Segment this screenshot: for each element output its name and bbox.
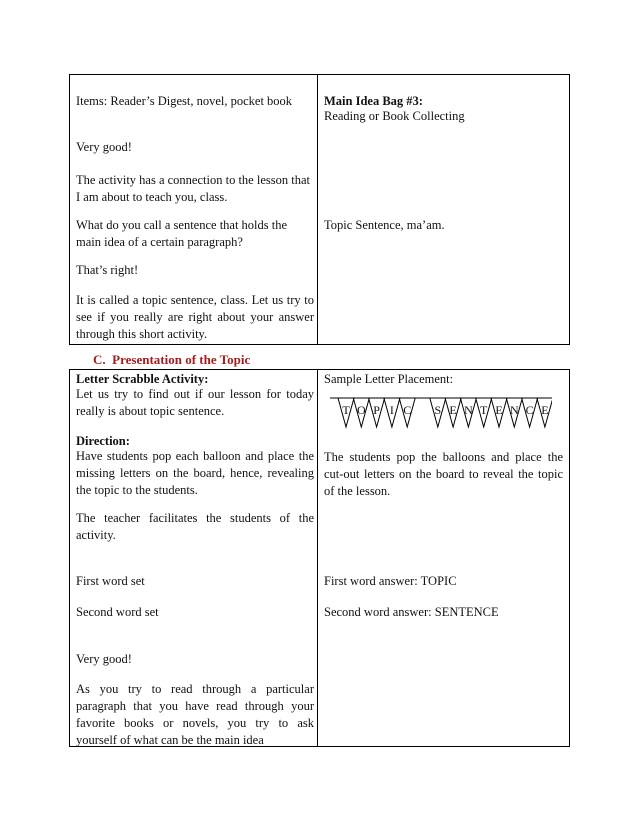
pennant-letter: T [342, 403, 350, 417]
activity-title: Letter Scrabble Activity: [76, 372, 209, 386]
section-heading [93, 352, 250, 368]
pennant-letter: T [480, 403, 488, 417]
direction-text: Have students pop each balloon and place the missing letters on the board, hence, revealing the topic to the students. [76, 449, 314, 497]
pennant-letter: I [389, 403, 394, 417]
items-line: Items: Reader’s Digest, novel, pocket book [76, 94, 293, 108]
student-answer: Topic Sentence, ma’am. [324, 218, 445, 232]
pennant-letter: P [373, 403, 380, 417]
student-column [318, 75, 569, 344]
pennant-group [338, 398, 552, 427]
facilitate-text: The teacher facilitates the students of the activity. [76, 511, 314, 542]
activity-connection-line: The activity has a connection to the lesson that I am about to teach you, class. [76, 173, 310, 204]
very-good-line: Very good! [76, 652, 132, 666]
teacher-column [70, 370, 318, 746]
pennant-letter: N [509, 403, 519, 417]
section-letter: C. [93, 352, 106, 367]
first-word-answer: First word answer: TOPIC [324, 574, 457, 588]
pennant-letter: E [541, 403, 549, 417]
letter-banner [330, 397, 552, 429]
placement-title: Sample Letter Placement: [324, 372, 454, 386]
section-title: Presentation of the Topic [112, 352, 251, 367]
pennant-letter: E [449, 403, 457, 417]
pennant-letter: C [403, 403, 412, 417]
students-text: The students pop the balloons and place the cut-out letters on the board to reveal the topic of the lesson. [324, 450, 563, 498]
pennant-letter: N [464, 403, 473, 417]
teacher-column [70, 75, 318, 344]
bag-title: Main Idea Bag #3: [324, 94, 423, 108]
pennant-letter: S [434, 403, 442, 417]
first-word-set: First word set [76, 574, 145, 588]
pennant-letter: O [356, 403, 366, 417]
closing-text: As you try to read through a particular paragraph that you have read through your favorite books or novels, you try to ask yourself of what can be the main idea [76, 682, 314, 747]
topic-sentence-explanation: It is called a topic sentence, class. Let us try to see if you really are right about your answer through this short activity. [76, 293, 314, 341]
direction-title: Direction: [76, 434, 130, 448]
activity-text: Let us try to find out if our lesson for today really is about topic sentence. [76, 387, 314, 418]
second-word-set: Second word set [76, 605, 159, 619]
dialogue-table-1 [69, 74, 570, 345]
bag-subtitle: Reading or Book Collecting [324, 109, 465, 123]
pennant-letter: E [495, 403, 503, 417]
pennant-letter: C [525, 403, 534, 417]
very-good-line: Very good! [76, 140, 132, 154]
second-word-answer: Second word answer: SENTENCE [324, 605, 499, 619]
thats-right-line: That’s right! [76, 263, 139, 277]
question-line: What do you call a sentence that holds the main idea of a certain paragraph? [76, 218, 288, 249]
